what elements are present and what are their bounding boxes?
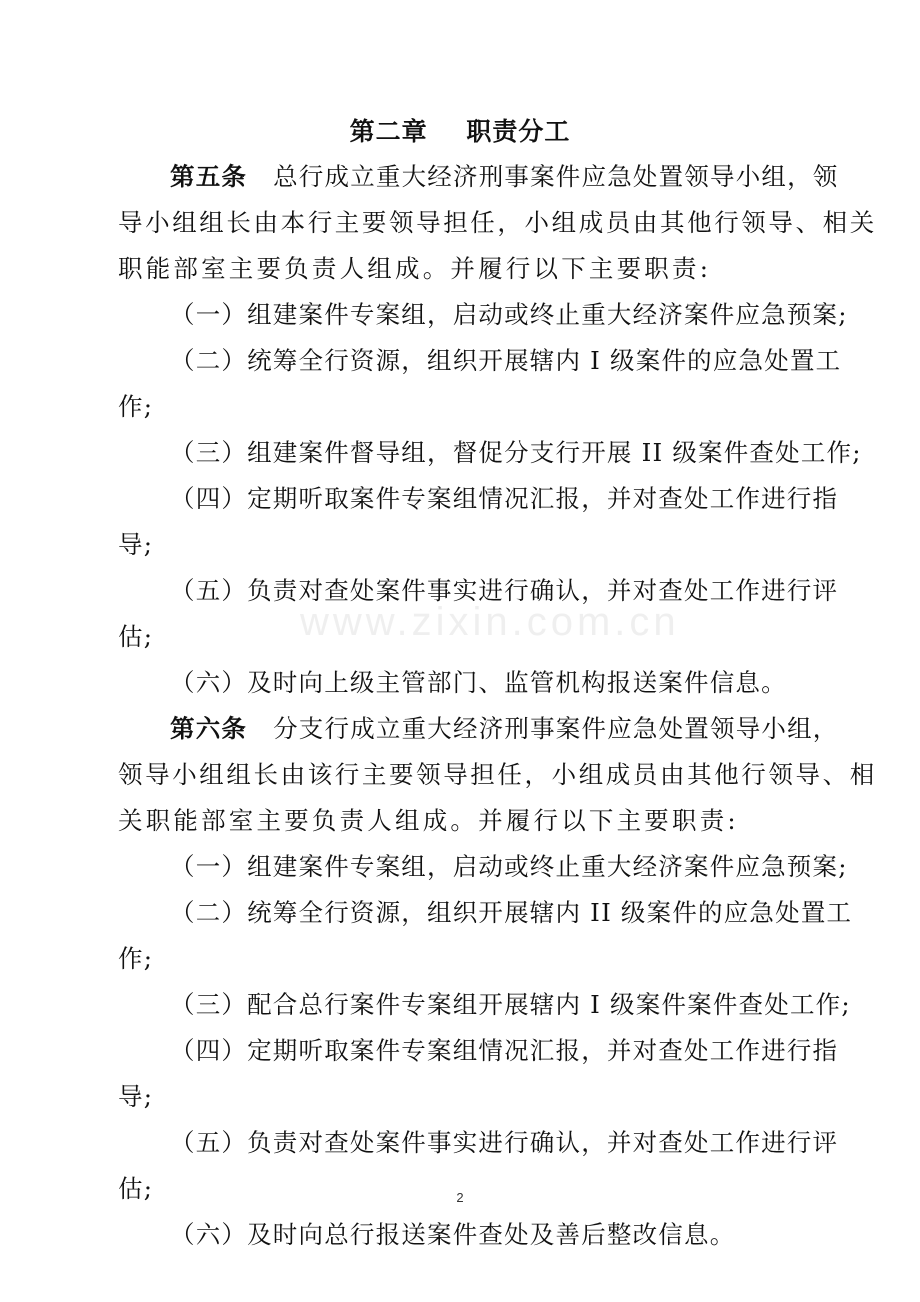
article-6-item-6: （六）及时向总行报送案件查处及善后整改信息。: [170, 1220, 736, 1249]
article-6-item-5: （五）负责对查处案件事实进行确认，并对查处工作进行评: [170, 1128, 839, 1157]
article-5-label: 第五条: [170, 162, 248, 191]
article-5-item-6: （六）及时向上级主管部门、监管机构报送案件信息。: [170, 668, 787, 697]
article-5-item-5-cont: 估;: [118, 622, 154, 651]
article-6-label: 第六条: [170, 714, 248, 743]
page-number: 2: [456, 1190, 464, 1205]
article-6-item-5-cont: 估;: [118, 1174, 154, 1203]
article-5-item-4-cont: 导;: [118, 530, 154, 559]
article-5-line-2: 导小组组长由本行主要领导担任，小组成员由其他行领导、相关: [118, 208, 877, 237]
article-6-item-4-cont: 导;: [118, 1082, 154, 1111]
article-5-item-4: （四）定期听取案件专案组情况汇报，并对查处工作进行指: [170, 484, 839, 513]
article-6-line-2: 领导小组组长由该行主要领导担任，小组成员由其他行领导、相: [118, 760, 877, 789]
article-6-line-3: 关职能部室主要负责人组成。并履行以下主要职责:: [118, 806, 739, 835]
article-6-text: 分支行成立重大经济刑事案件应急处置领导小组，: [273, 714, 839, 743]
article-5-item-1: （一）组建案件专案组，启动或终止重大经济案件应急预案;: [170, 300, 848, 329]
article-5-item-2: （二）统筹全行资源，组织开展辖内 I 级案件的应急处置工: [170, 346, 842, 375]
article-5-text: 总行成立重大经济刑事案件应急处置领导小组，领: [273, 162, 839, 191]
article-5-item-5: （五）负责对查处案件事实进行确认，并对查处工作进行评: [170, 576, 839, 605]
chapter-title: 第二章 职责分工: [349, 117, 571, 146]
article-6-item-1: （一）组建案件专案组，启动或终止重大经济案件应急预案;: [170, 852, 848, 881]
article-5-item-2-cont: 作;: [118, 392, 154, 421]
article-6-line-1: [170, 714, 839, 744]
article-5-line-1: [170, 162, 839, 192]
article-5-line-3: 职能部室主要负责人组成。并履行以下主要职责:: [118, 254, 712, 283]
article-6-item-4: （四）定期听取案件专案组情况汇报，并对查处工作进行指: [170, 1036, 839, 1065]
article-6-item-2-cont: 作;: [118, 944, 154, 973]
article-5-item-3: （三）组建案件督导组，督促分支行开展 II 级案件查处工作;: [170, 438, 862, 467]
watermark: www.zixin.com.cn: [300, 600, 680, 644]
article-6-item-2: （二）统筹全行资源，组织开展辖内 II 级案件的应急处置工: [170, 898, 853, 927]
article-6-item-3: （三）配合总行案件专案组开展辖内 I 级案件案件查处工作;: [170, 990, 851, 1019]
